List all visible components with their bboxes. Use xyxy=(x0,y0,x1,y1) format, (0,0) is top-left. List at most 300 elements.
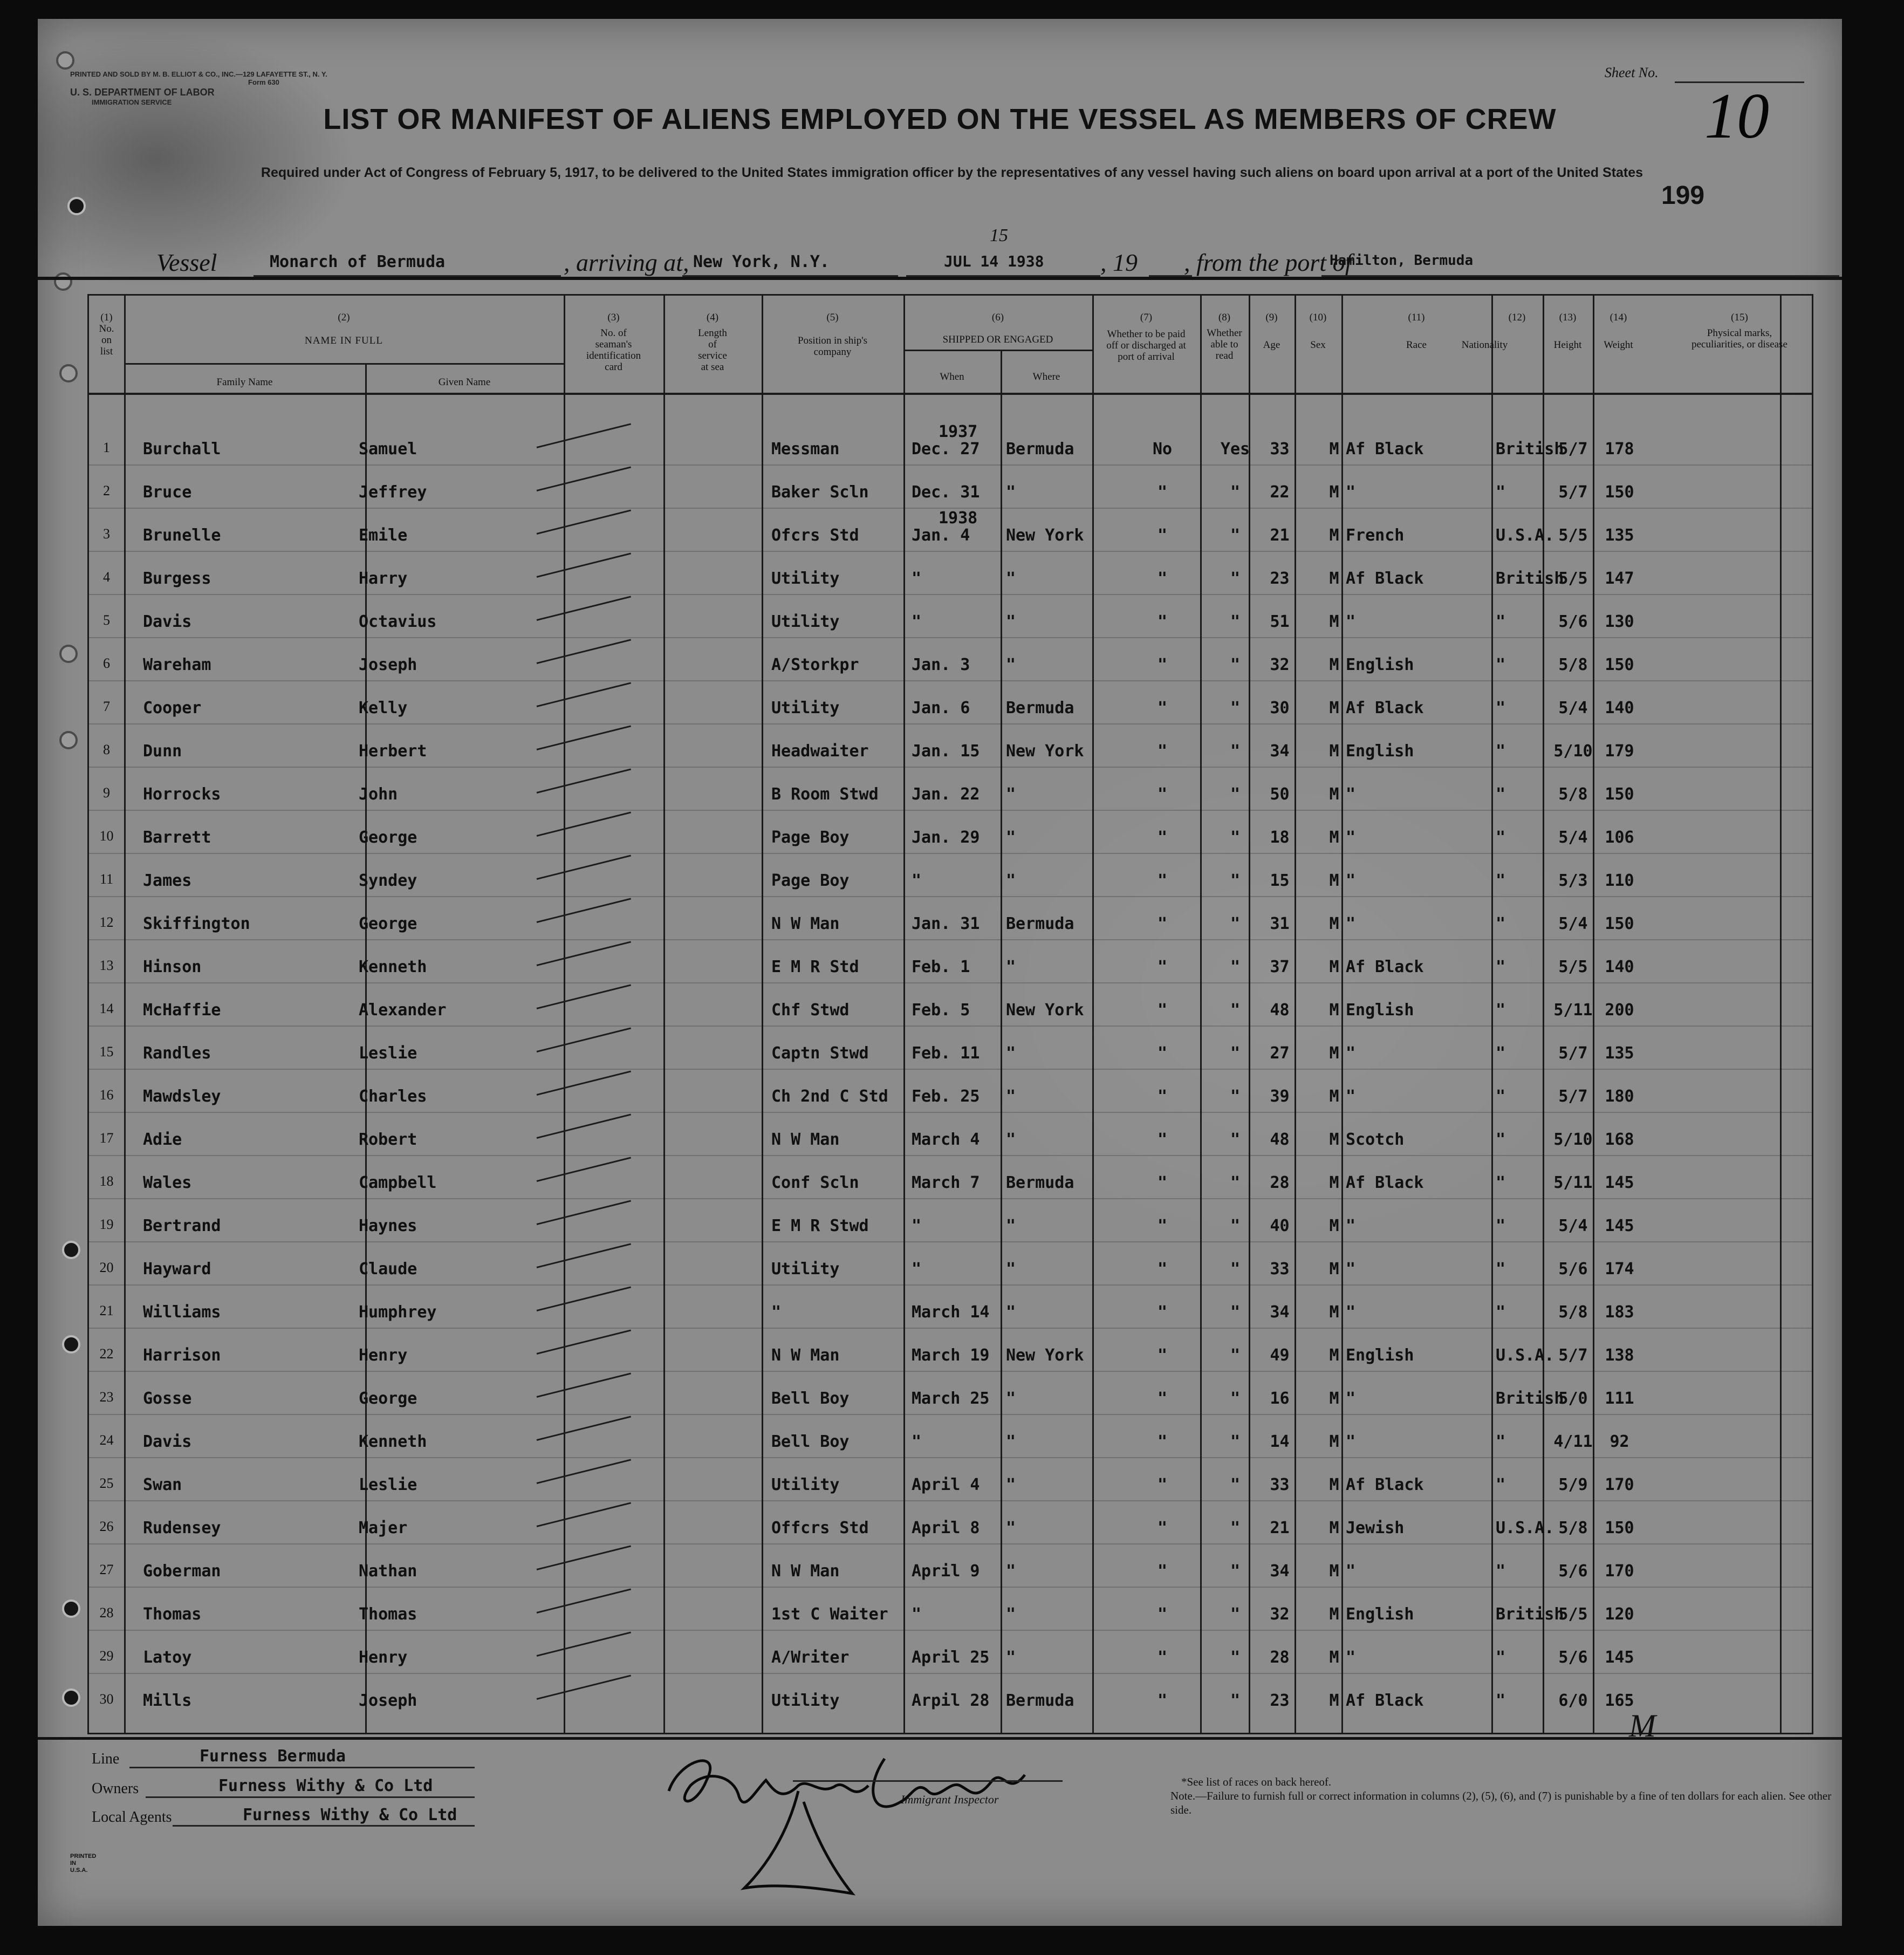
row-11-weight: 110 xyxy=(1605,871,1634,890)
row-23-where: " xyxy=(1006,1389,1016,1408)
row-7-weight: 140 xyxy=(1605,699,1634,717)
row-22-family: Harrison xyxy=(143,1346,221,1365)
row-30-weight: 165 xyxy=(1605,1691,1634,1710)
row-20-nat: " xyxy=(1496,1260,1506,1279)
row-27-when: April 9 xyxy=(912,1562,980,1581)
row-10-when: Jan. 29 xyxy=(912,828,980,847)
row-29-given: Henry xyxy=(359,1648,408,1667)
row-17-family: Adie xyxy=(143,1130,182,1149)
row-12-weight: 150 xyxy=(1605,914,1634,933)
row-14-position: Chf Stwd xyxy=(771,1001,850,1020)
row-4-race: Af Black xyxy=(1346,569,1424,588)
row-15-read: " xyxy=(1230,1044,1241,1063)
row-13-nat: " xyxy=(1496,958,1506,976)
row-8-where: New York xyxy=(1006,742,1084,761)
row-30-where: Bermuda xyxy=(1006,1691,1074,1710)
row-6-race: English xyxy=(1346,655,1414,674)
row-13-position: E M R Std xyxy=(771,958,859,976)
row-3-nat: U.S.A. xyxy=(1496,526,1554,545)
row-22-when: March 19 xyxy=(912,1346,990,1365)
row-14-where: New York xyxy=(1006,1001,1084,1020)
row-10-paid: " xyxy=(1157,828,1168,847)
row-27-weight: 170 xyxy=(1605,1562,1634,1581)
row-21-age: 34 xyxy=(1270,1303,1290,1322)
row-28-weight: 120 xyxy=(1605,1605,1634,1624)
row-29-where: " xyxy=(1006,1648,1016,1667)
row-14-given: Alexander xyxy=(359,1001,447,1020)
row-25-paid: " xyxy=(1157,1475,1168,1494)
row-11-height: 5/3 xyxy=(1558,871,1588,890)
row-10-age: 18 xyxy=(1270,828,1290,847)
row-8-paid: " xyxy=(1157,742,1168,761)
row-1-position: Messman xyxy=(771,440,840,459)
row-10-nat: " xyxy=(1496,828,1506,847)
row-17-where: " xyxy=(1006,1130,1016,1149)
row-25-given: Leslie xyxy=(359,1475,417,1494)
arrival-port: New York, N.Y. xyxy=(693,252,830,271)
row-15-position: Captn Stwd xyxy=(771,1044,869,1063)
row-14-sex: M xyxy=(1329,1001,1339,1020)
row-2-given: Jeffrey xyxy=(359,483,427,502)
row-4-family: Burgess xyxy=(143,569,211,588)
row-10-where: " xyxy=(1006,828,1016,847)
row-25-weight: 170 xyxy=(1605,1475,1634,1494)
row-8-no: 8 xyxy=(103,742,110,757)
row-3-race: French xyxy=(1346,526,1405,545)
row-10-height: 5/4 xyxy=(1558,828,1588,847)
row-15-given: Leslie xyxy=(359,1044,417,1063)
manifest-sheet xyxy=(38,19,1842,1926)
vessel-label: Vessel xyxy=(156,249,217,276)
row-20-sex: M xyxy=(1329,1260,1339,1279)
row-16-read: " xyxy=(1230,1087,1241,1106)
row-20-read: " xyxy=(1230,1260,1241,1279)
row-19-race: " xyxy=(1346,1216,1356,1235)
row-4-sex: M xyxy=(1329,569,1339,588)
id-card-tick-mark xyxy=(537,596,631,620)
row-5-age: 51 xyxy=(1270,612,1290,631)
row-4-weight: 147 xyxy=(1605,569,1634,588)
row-18-where: Bermuda xyxy=(1006,1173,1074,1192)
row-3-position: Ofcrs Std xyxy=(771,526,859,545)
row-16-family: Mawdsley xyxy=(143,1087,221,1106)
year-label: , 19 xyxy=(1100,249,1138,276)
row-22-no: 22 xyxy=(99,1346,114,1362)
row-12-no: 12 xyxy=(99,914,114,930)
row-14-no: 14 xyxy=(99,1001,114,1016)
row-21-position: " xyxy=(771,1303,782,1322)
page-title: LIST OR MANIFEST OF ALIENS EMPLOYED ON THE VESSEL AS MEMBERS OF CREW xyxy=(323,103,1557,135)
row-11-paid: " xyxy=(1157,871,1168,890)
row-24-nat: " xyxy=(1496,1432,1506,1451)
id-card-tick-mark xyxy=(537,1243,631,1268)
row-9-paid: " xyxy=(1157,785,1168,804)
row-25-when: April 4 xyxy=(912,1475,980,1494)
row-10-given: George xyxy=(359,828,417,847)
row-30-paid: " xyxy=(1157,1691,1168,1710)
row-28-no: 28 xyxy=(99,1605,114,1621)
arriving-label: , arriving at, xyxy=(564,249,689,276)
row-23-nat: British xyxy=(1496,1389,1564,1408)
row-23-when: March 25 xyxy=(912,1389,990,1408)
row-13-age: 37 xyxy=(1270,958,1290,976)
col-name-header: (2) NAME IN FULL xyxy=(305,312,383,346)
id-card-tick-mark xyxy=(537,423,631,448)
row-6-weight: 150 xyxy=(1605,655,1634,674)
row-28-where: " xyxy=(1006,1605,1016,1624)
col-no-header: (1) No. on list xyxy=(99,312,114,357)
row-13-sex: M xyxy=(1329,958,1339,976)
row-24-age: 14 xyxy=(1270,1432,1290,1451)
row-12-where: Bermuda xyxy=(1006,914,1074,933)
initials: M xyxy=(1629,1708,1656,1744)
row-17-height: 5/10 xyxy=(1553,1130,1593,1149)
row-30-no: 30 xyxy=(99,1691,114,1707)
row-15-sex: M xyxy=(1329,1044,1339,1063)
row-3-no: 3 xyxy=(103,526,110,542)
row-11-read: " xyxy=(1230,871,1241,890)
id-card-tick-mark xyxy=(537,1674,631,1699)
row-5-given: Octavius xyxy=(359,612,437,631)
row-2-family: Bruce xyxy=(143,483,192,502)
row-25-read: " xyxy=(1230,1475,1241,1494)
row-30-given: Joseph xyxy=(359,1691,417,1710)
row-25-height: 5/9 xyxy=(1558,1475,1588,1494)
row-5-when: " xyxy=(912,612,922,631)
row-16-position: Ch 2nd C Std xyxy=(771,1087,888,1106)
id-card-tick-mark xyxy=(537,768,631,793)
row-19-read: " xyxy=(1230,1216,1241,1235)
row-15-weight: 135 xyxy=(1605,1044,1634,1063)
row-26-when: April 8 xyxy=(912,1519,980,1537)
row-28-nat: British xyxy=(1496,1605,1564,1624)
row-16-age: 39 xyxy=(1270,1087,1290,1106)
row-29-paid: " xyxy=(1157,1648,1168,1667)
row-24-race: " xyxy=(1346,1432,1356,1451)
row-3-family: Brunelle xyxy=(143,526,221,545)
id-card-tick-mark xyxy=(537,1027,631,1052)
page-subtitle: Required under Act of Congress of February 5, 1917, to be delivered to the United States immigration officer by the representatives of any vessel having such aliens on board upon arrival at a port of the United States xyxy=(261,165,1643,180)
row-7-where: Bermuda xyxy=(1006,699,1074,717)
row-8-sex: M xyxy=(1329,742,1339,761)
row-20-family: Hayward xyxy=(143,1260,211,1279)
row-21-weight: 183 xyxy=(1605,1303,1634,1322)
row-26-family: Rudensey xyxy=(143,1519,221,1537)
row-22-height: 5/7 xyxy=(1558,1346,1588,1365)
row-18-no: 18 xyxy=(99,1173,114,1189)
agents-value: Furness Withy & Co Ltd xyxy=(243,1806,457,1824)
row-16-when: Feb. 25 xyxy=(912,1087,980,1106)
row-14-when: Feb. 5 xyxy=(912,1001,970,1020)
row-1-where: Bermuda xyxy=(1006,440,1074,459)
row-24-read: " xyxy=(1230,1432,1241,1451)
row-13-where: " xyxy=(1006,958,1016,976)
row-9-nat: " xyxy=(1496,785,1506,804)
row-21-paid: " xyxy=(1157,1303,1168,1322)
row-25-where: " xyxy=(1006,1475,1016,1494)
row-23-age: 16 xyxy=(1270,1389,1290,1408)
row-11-race: " xyxy=(1346,871,1356,890)
row-12-age: 31 xyxy=(1270,914,1290,933)
row-19-sex: M xyxy=(1329,1216,1339,1235)
id-card-tick-mark xyxy=(537,855,631,879)
row-13-height: 5/5 xyxy=(1558,958,1588,976)
row-20-where: " xyxy=(1006,1260,1016,1279)
row-27-sex: M xyxy=(1329,1562,1339,1581)
row-24-given: Kenneth xyxy=(359,1432,427,1451)
row-18-weight: 145 xyxy=(1605,1173,1634,1192)
row-8-given: Herbert xyxy=(359,742,427,761)
col-position-header: (5) Position in ship's company xyxy=(797,312,868,358)
row-28-family: Thomas xyxy=(143,1605,202,1624)
row-27-height: 5/6 xyxy=(1558,1562,1588,1581)
row-4-position: Utility xyxy=(771,569,840,588)
row-21-race: " xyxy=(1346,1303,1356,1322)
row-23-paid: " xyxy=(1157,1389,1168,1408)
row-24-where: " xyxy=(1006,1432,1016,1451)
row-6-family: Wareham xyxy=(143,655,211,674)
row-21-given: Humphrey xyxy=(359,1303,437,1322)
row-16-nat: " xyxy=(1496,1087,1506,1106)
sheet-no-value: 10 xyxy=(1704,80,1769,152)
row-13-when: Feb. 1 xyxy=(912,958,970,976)
row-6-sex: M xyxy=(1329,655,1339,674)
row-8-when: Jan. 15 xyxy=(912,742,980,761)
row-21-no: 21 xyxy=(99,1303,114,1318)
row-13-given: Kenneth xyxy=(359,958,427,976)
agents-label: Local Agents xyxy=(92,1809,172,1826)
row-9-race: " xyxy=(1346,785,1356,804)
owners-value: Furness Withy & Co Ltd xyxy=(218,1776,433,1795)
row-3-weight: 135 xyxy=(1605,526,1634,545)
row-21-where: " xyxy=(1006,1303,1016,1322)
row-4-given: Harry xyxy=(359,569,408,588)
row-26-race: Jewish xyxy=(1346,1519,1405,1537)
row-18-when: March 7 xyxy=(912,1173,980,1192)
punch-hole xyxy=(59,645,78,663)
id-card-tick-mark xyxy=(537,1416,631,1440)
punch-hole xyxy=(62,1599,80,1618)
row-18-paid: " xyxy=(1157,1173,1168,1192)
date-correction: 15 xyxy=(990,225,1008,245)
row-28-position: 1st C Waiter xyxy=(771,1605,888,1624)
row-5-paid: " xyxy=(1157,612,1168,631)
row-21-nat: " xyxy=(1496,1303,1506,1322)
row-9-read: " xyxy=(1230,785,1241,804)
row-21-sex: M xyxy=(1329,1303,1339,1322)
col-read-header: (8) Whether able to read xyxy=(1207,312,1242,361)
row-19-where: " xyxy=(1006,1216,1016,1235)
row-1-sex: M xyxy=(1329,440,1339,459)
owners-label: Owners xyxy=(92,1780,139,1797)
row-19-family: Bertrand xyxy=(143,1216,221,1235)
row-17-read: " xyxy=(1230,1130,1241,1149)
note-penalty: Note.—Failure to furnish full or correct information in columns (2), (5), (6), and (7) is punishable by a fine of ten dollars for each alien. See other side. xyxy=(1170,1789,1832,1816)
row-14-weight: 200 xyxy=(1605,1001,1634,1020)
col-nationality-label: Nationality xyxy=(1461,339,1508,351)
row-1-nat: British xyxy=(1496,440,1564,459)
sheet-no-label: Sheet No. xyxy=(1605,65,1659,80)
row-28-race: English xyxy=(1346,1605,1414,1624)
row-30-when: Arpil 28 xyxy=(912,1691,990,1710)
row-15-paid: " xyxy=(1157,1044,1168,1063)
row-17-age: 48 xyxy=(1270,1130,1290,1149)
row-7-nat: " xyxy=(1496,699,1506,717)
col-shipped-header: (6) SHIPPED OR ENGAGED xyxy=(942,312,1053,345)
col-age-header: (9) Age xyxy=(1263,312,1280,351)
row-24-when: " xyxy=(912,1432,922,1451)
row-6-paid: " xyxy=(1157,655,1168,674)
col-weight-header: (14) Weight xyxy=(1604,312,1633,351)
row-7-family: Cooper xyxy=(143,699,202,717)
row-3-year: 1938 xyxy=(939,509,978,528)
row-26-paid: " xyxy=(1157,1519,1168,1537)
row-30-sex: M xyxy=(1329,1691,1339,1710)
row-5-height: 5/6 xyxy=(1558,612,1588,631)
row-4-age: 23 xyxy=(1270,569,1290,588)
punch-hole xyxy=(62,1689,80,1707)
row-12-position: N W Man xyxy=(771,914,840,933)
row-22-given: Henry xyxy=(359,1346,408,1365)
row-15-no: 15 xyxy=(99,1044,114,1059)
row-19-nat: " xyxy=(1496,1216,1506,1235)
row-29-no: 29 xyxy=(99,1648,114,1664)
row-22-age: 49 xyxy=(1270,1346,1290,1365)
row-30-read: " xyxy=(1230,1691,1241,1710)
row-11-position: Page Boy xyxy=(771,871,850,890)
row-12-nat: " xyxy=(1496,914,1506,933)
row-12-family: Skiffington xyxy=(143,914,250,933)
row-29-sex: M xyxy=(1329,1648,1339,1667)
row-29-race: " xyxy=(1346,1648,1356,1667)
col-physical-header: (15) Physical marks, peculiarities, or disease xyxy=(1691,312,1787,350)
row-29-height: 5/6 xyxy=(1558,1648,1588,1667)
crew-table xyxy=(87,294,1813,1734)
row-4-height: 5/5 xyxy=(1558,569,1588,588)
row-16-where: " xyxy=(1006,1087,1016,1106)
row-17-given: Robert xyxy=(359,1130,417,1149)
row-14-read: " xyxy=(1230,1001,1241,1020)
row-2-race: " xyxy=(1346,483,1356,502)
punch-hole xyxy=(59,731,78,749)
row-8-race: English xyxy=(1346,742,1414,761)
row-12-when: Jan. 31 xyxy=(912,914,980,933)
row-25-position: Utility xyxy=(771,1475,840,1494)
row-17-sex: M xyxy=(1329,1130,1339,1149)
row-11-no: 11 xyxy=(99,871,114,887)
id-card-tick-mark xyxy=(537,1157,631,1181)
row-9-height: 5/8 xyxy=(1558,785,1588,804)
row-22-sex: M xyxy=(1329,1346,1339,1365)
row-17-paid: " xyxy=(1157,1130,1168,1149)
row-13-no: 13 xyxy=(99,958,114,973)
row-25-age: 33 xyxy=(1270,1475,1290,1494)
row-21-height: 5/8 xyxy=(1558,1303,1588,1322)
col-given-header: Given Name xyxy=(438,377,491,388)
row-15-where: " xyxy=(1006,1044,1016,1063)
row-12-paid: " xyxy=(1157,914,1168,933)
id-card-tick-mark xyxy=(537,984,631,1009)
row-25-nat: " xyxy=(1496,1475,1506,1494)
row-7-when: Jan. 6 xyxy=(912,699,970,717)
row-4-read: " xyxy=(1230,569,1241,588)
row-2-paid: " xyxy=(1157,483,1168,502)
row-30-position: Utility xyxy=(771,1691,840,1710)
row-1-age: 33 xyxy=(1270,440,1290,459)
row-26-read: " xyxy=(1230,1519,1241,1537)
row-6-read: " xyxy=(1230,655,1241,674)
row-9-where: " xyxy=(1006,785,1016,804)
row-13-read: " xyxy=(1230,958,1241,976)
id-card-tick-mark xyxy=(537,811,631,836)
row-16-weight: 180 xyxy=(1605,1087,1634,1106)
row-23-race: " xyxy=(1346,1389,1356,1408)
row-4-paid: " xyxy=(1157,569,1168,588)
id-card-tick-mark xyxy=(537,552,631,577)
row-24-height: 4/11 xyxy=(1553,1432,1593,1451)
row-1-no: 1 xyxy=(103,440,110,455)
row-8-read: " xyxy=(1230,742,1241,761)
col-race-header: (11) Race xyxy=(1406,312,1427,351)
from-label: , from the port of xyxy=(1184,249,1352,276)
id-card-tick-mark xyxy=(537,1286,631,1311)
row-2-nat: " xyxy=(1496,483,1506,502)
row-25-race: Af Black xyxy=(1346,1475,1424,1494)
row-23-height: 5/0 xyxy=(1558,1389,1588,1408)
row-10-race: " xyxy=(1346,828,1356,847)
row-14-height: 5/11 xyxy=(1553,1001,1593,1020)
row-11-age: 15 xyxy=(1270,871,1290,890)
row-18-age: 28 xyxy=(1270,1173,1290,1192)
row-12-height: 5/4 xyxy=(1558,914,1588,933)
row-13-family: Hinson xyxy=(143,958,202,976)
row-17-no: 17 xyxy=(99,1130,114,1146)
id-card-tick-mark xyxy=(537,1329,631,1354)
id-card-tick-mark xyxy=(537,1631,631,1656)
departure-port: Hamilton, Bermuda xyxy=(1330,252,1474,269)
row-2-weight: 150 xyxy=(1605,483,1634,502)
row-24-family: Davis xyxy=(143,1432,192,1451)
row-1-height: 5/7 xyxy=(1558,440,1588,459)
row-6-given: Joseph xyxy=(359,655,417,674)
row-25-no: 25 xyxy=(99,1475,114,1491)
row-7-height: 5/4 xyxy=(1558,699,1588,717)
col-where-header: Where xyxy=(1032,371,1060,382)
row-18-nat: " xyxy=(1496,1173,1506,1192)
row-24-position: Bell Boy xyxy=(771,1432,850,1451)
row-19-no: 19 xyxy=(99,1216,114,1232)
row-6-where: " xyxy=(1006,655,1016,674)
row-11-when: " xyxy=(912,871,922,890)
row-16-height: 5/7 xyxy=(1558,1087,1588,1106)
row-19-paid: " xyxy=(1157,1216,1168,1235)
row-9-weight: 150 xyxy=(1605,785,1634,804)
id-card-tick-mark xyxy=(537,639,631,664)
row-10-sex: M xyxy=(1329,828,1339,847)
row-10-weight: 106 xyxy=(1605,828,1634,847)
row-24-paid: " xyxy=(1157,1432,1168,1451)
row-30-age: 23 xyxy=(1270,1691,1290,1710)
id-card-tick-mark xyxy=(537,1545,631,1570)
row-22-race: English xyxy=(1346,1346,1414,1365)
row-28-age: 32 xyxy=(1270,1605,1290,1624)
id-card-tick-mark xyxy=(537,1200,631,1225)
row-7-paid: " xyxy=(1157,699,1168,717)
row-27-age: 34 xyxy=(1270,1562,1290,1581)
row-10-position: Page Boy xyxy=(771,828,850,847)
row-8-height: 5/10 xyxy=(1553,742,1593,761)
col-height-header: (13) Height xyxy=(1553,312,1582,351)
